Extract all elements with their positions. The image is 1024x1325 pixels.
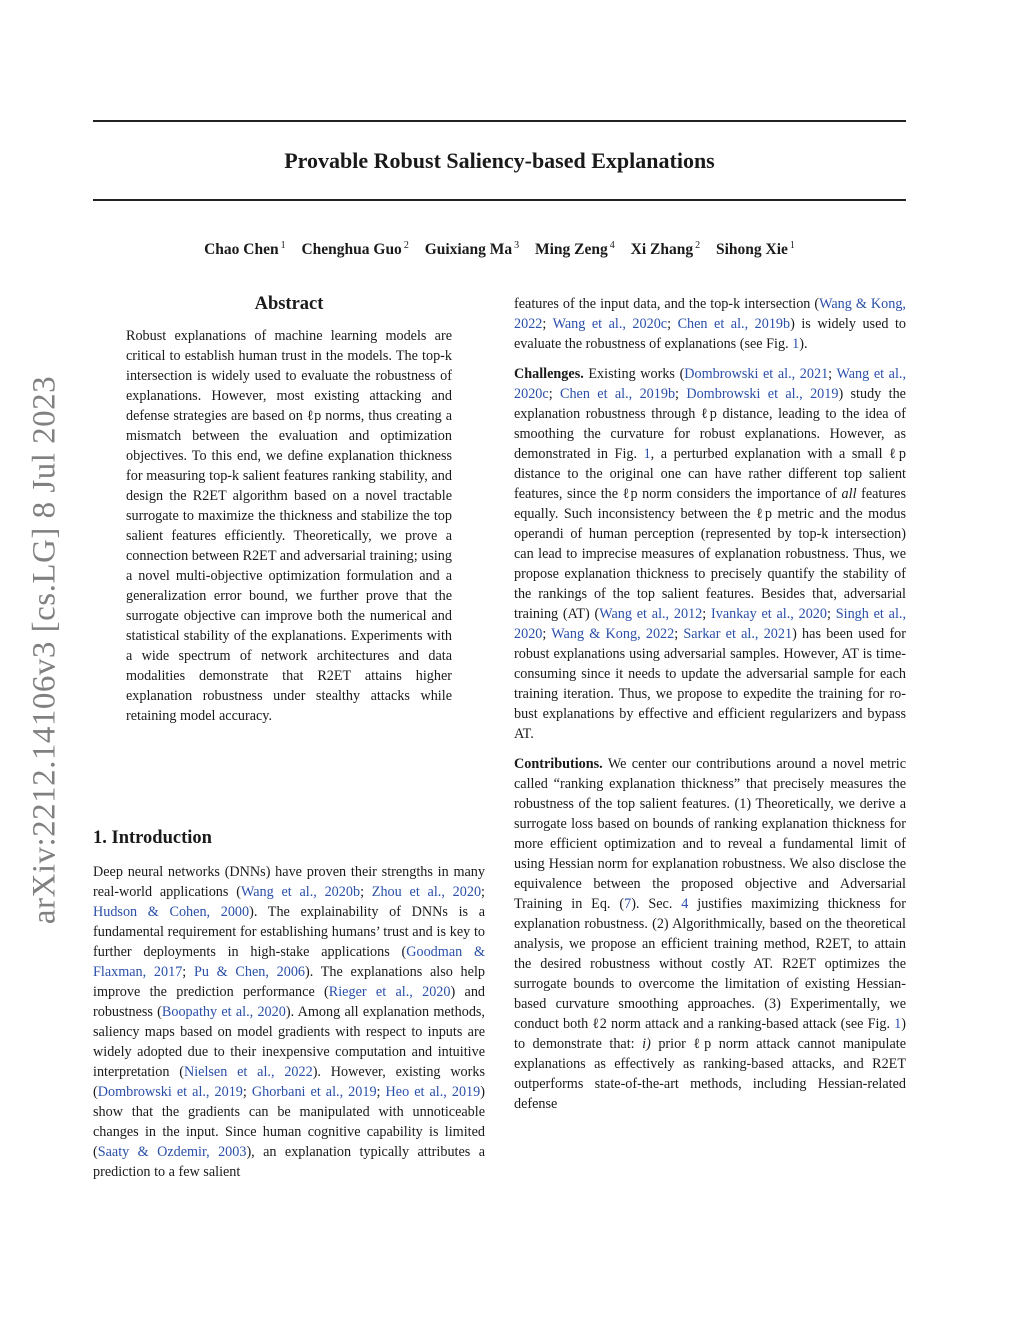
citation-link[interactable]: Dombrowski et al., 2019 [686, 386, 839, 402]
author: Chao Chen $^1$ [204, 240, 286, 259]
citation-link[interactable]: Wang & Kong, 2022 [514, 296, 906, 332]
abstract-text: Robust explanations of machine learning models are critical to establish human trust in the models. The top-k intersection is widely used to evaluate the robustness of explanations. However, most existing attacking and defense strategies are based on ℓp norms, thus creating a mismatch between the evaluation and optimization objectives. To this end, we define explanation thickness for measuring top-k salient features ranking stability, and design the R2ET algorithm based on a novel tractable surrogate to maximize the thickness and stabilize the top salient features efficiently. Theoretically, we prove a connection between R2ET and adversarial training; using a novel multi-objective optimization formulation and a generalization error bound, we further prove that the surrogate objective can improve both the numerical and statistical stability of the explanations. Experiments with a wide spectrum of network architectures and data modalities demonstrate that R2ET attains higher explanation robustness under stealthy attacks while retaining model accuracy. [126, 328, 452, 724]
right-column [514, 294, 906, 1114]
citation-link[interactable]: Hudson & Cohen, 2000 [93, 904, 250, 920]
citation-link[interactable]: Boopathy et al., 2020 [161, 1004, 286, 1020]
citation-link[interactable]: Goodman & Flaxman, 2017 [93, 944, 485, 980]
citation-link[interactable]: Wang et al., 2020c [514, 366, 906, 402]
introduction-paragraph: Deep neural networks (DNNs) have proven their strengths in many real-world applications (Wang et al., 2020b; Zhou et al., 2020; Hudson & Cohen, 2000). The explainability of DNNs is a fundamental requirement for establishing humans’ trust and is key to further deployments in high-stake applications (Goodman & Flaxman, 2017; Pu & Chen, 2006). The explanations also help improve the prediction performance (Rieger et al., 2020) and robustness (Boopathy et al., 2020). Among all explanation methods, saliency maps based on model gradients with respect to inputs are widely adopted due to their inexpensive computation and intuitive interpretation (Nielsen et al., 2022). However, existing works (Dombrowski et al., 2019; Ghorbani et al., 2019; Heo et al., 2019) show that the gradients can be manipulated with unnoticeable changes in the input. Since human cognitive capability is limited (Saaty & Ozdemir, 2003), an explanation typically attributes a prediction to a few salient [93, 864, 486, 1180]
equation-ref-link[interactable]: 7 [624, 896, 632, 912]
citation-link[interactable]: Nielsen et al., 2022 [183, 1064, 313, 1080]
citation-link[interactable]: Singh et al., 2020 [514, 606, 906, 642]
citation-link[interactable]: Chen et al., 2019b [677, 316, 791, 332]
citation-link[interactable]: Rieger et al., 2020 [328, 984, 451, 1000]
author: Guixiang Ma $^3$ [424, 240, 520, 259]
introduction-heading: 1. Introduction [93, 828, 212, 848]
citation-link[interactable]: Ivankay et al., 2020 [711, 606, 827, 622]
citation-link[interactable]: Pu & Chen, 2006 [193, 964, 306, 980]
citation-link[interactable]: Heo et al., 2019 [385, 1084, 481, 1100]
author: Chenghua Guo $^2$ [301, 240, 409, 259]
figure-ref-link[interactable]: 1 [894, 1016, 902, 1032]
citation-link[interactable]: Dombrowski et al., 2021 [684, 366, 829, 382]
figure-ref-link[interactable]: 1 [792, 336, 800, 352]
challenges-paragraph: Challenges. Existing works (Dombrowski et al., 2021; Wang et al., 2020c; Chen et al., 2019b; Dombrowski et al., 2019) study the explanation robustness through ℓp distance, leading to the idea of smoothing the curvature for robust explanations. However, as demonstrated in Fig. 1, a perturbed explanation with a small ℓp distance to the original one can have rather different top salient features, since the ℓp norm considers the importance of all features equally. Such inconsistency between the ℓp metric and the modus operandi of human perception (represented by top-k intersection) can lead to imprecise measures of explanation robustness. Thus, we propose explanation thickness to precisely quantify the stability of the rankings of the top salient features. Besides that, adversarial training (AT) (Wang et al., 2012; Ivankay et al., 2020; Singh et al., 2020; Wang & Kong, 2022; Sarkar et al., 2021) has been used for robust explanations using adversarial samples. However, AT is time-consuming since it needs to update the adversarial sample for each training iteration. Thus, we propose to expedite the training for robust explanations by effective and efficient regularizers and bypass AT. [514, 366, 906, 742]
citation-link[interactable]: Chen et al., 2019b [559, 386, 676, 402]
author: Xi Zhang $^2$ [630, 240, 701, 259]
contributions-paragraph: Contributions. We center our contributions around a novel metric called “ranking explanation thickness” that precisely measures the robustness of the top salient features. (1) Theoretically, we derive a surrogate loss based on bounds of ranking explanation thickness for more efficient optimization and to reveal a fundamental limit of using Hessian norm for explanation robustness. We also disclose the equivalence between the proposed objective and Adversarial Training in Eq. (7). Sec. 4 justifies maximizing thickness for explanation robustness. (2) Algorithmically, based on the theoretical analysis, we propose an efficient training method, R2ET, to attain the desired robustness without costly AT. R2ET optimizes the surrogate bounds to overcome the limitation of existing Hessian-based curvature smoothing approaches. (3) Experimentally, we conduct both ℓ2 norm attack and a ranking-based attack (see Fig. 1) to demonstrate that: i) prior ℓp norm attack cannot manipulate explanations as effectively as ranking-based attacks, and R2ET outperforms state-of-the-art methods, including Hessian-related defense [514, 756, 907, 1112]
author: Ming Zeng $^4$ [534, 240, 615, 259]
citation-link[interactable]: Wang et al., 2020c [552, 316, 668, 332]
citation-link[interactable]: Wang et al., 2012 [599, 606, 703, 622]
section-ref-link[interactable]: 4 [681, 896, 689, 912]
citation-link[interactable]: Wang & Kong, 2022 [551, 626, 675, 642]
citation-link[interactable]: Zhou et al., 2020 [371, 884, 482, 900]
citation-link[interactable]: Saaty & Ozdemir, 2003 [97, 1144, 247, 1160]
author-list [93, 235, 906, 261]
arxiv-stamp: arXiv:2212.14106v3 [cs.LG] 8 Jul 2023 [26, 375, 63, 925]
citation-link[interactable]: Wang et al., 2020b [240, 884, 361, 900]
abstract-heading: Abstract [254, 294, 324, 314]
citation-link[interactable]: Dombrowski et al., 2019 [97, 1084, 243, 1100]
paragraph-heading: Contributions. [514, 756, 603, 772]
paper-title: Provable Robust Saliency-based Explanations [284, 148, 715, 173]
paragraph-heading: Challenges. [514, 366, 584, 382]
paragraph-continuation: features of the input data, and the top-k intersection (Wang & Kong, 2022; Wang et al., 2020c; Chen et al., 2019b) is widely used to evaluate the robustness of explanations (see Fig. 1). [514, 296, 907, 352]
title-rule-bottom [93, 199, 906, 201]
citation-link[interactable]: Ghorbani et al., 2019 [251, 1084, 377, 1100]
author: Sihong Xie $^1$ [715, 240, 795, 259]
title-rule-top [93, 120, 906, 122]
citation-link[interactable]: Sarkar et al., 2021 [683, 626, 793, 642]
figure-ref-link[interactable]: 1 [643, 446, 651, 462]
